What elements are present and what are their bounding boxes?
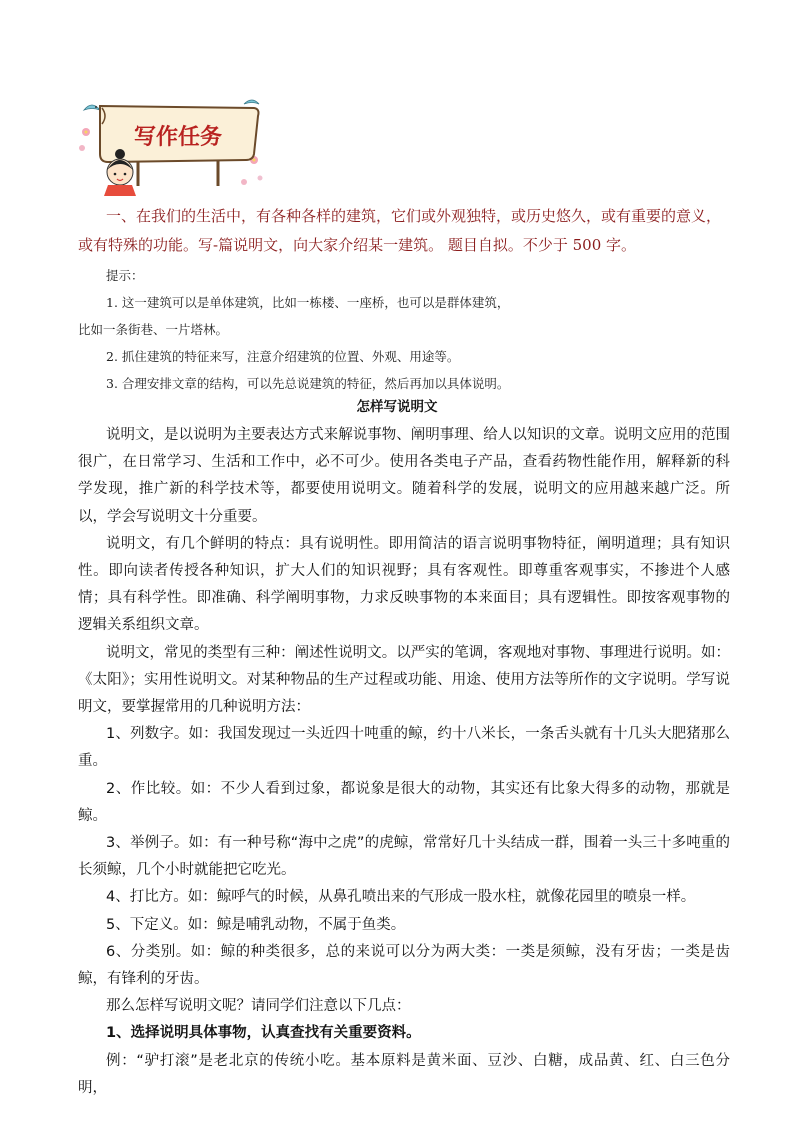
bird-icon [84, 105, 100, 110]
task-line-1: 一、在我们的生活中，有各种各样的建筑，它们或外观独特，或历史悠久，或有重要的意义， [106, 207, 722, 225]
bird-icon [244, 100, 259, 104]
task-line-2: 或有特殊的功能。写-篇说明文，向大家介绍某一建筑。 题目自拟。不少于 500 字。 [78, 236, 637, 254]
paragraph: 例：“驴打滚”是老北京的传统小吃。基本原料是黄米面、豆沙、白糖，成品黄、红、白三色分明， [78, 1052, 730, 1096]
list-item: 2、作比较。如：不少人看到过象，都说象是很大的动物，其实还有比象大得多的动物，那就是鲸。 [78, 780, 730, 824]
hint-item-2: 2. 抓住建筑的特征来写，注意介绍建筑的位置、外观、用途等。 [106, 349, 460, 364]
banner-title: 写作任务 [133, 124, 223, 150]
hints [78, 262, 728, 397]
list-item: 4、打比方。如：鲸呼气的时候，从鼻孔喷出来的气形成一股水柱，就像花园里的喷泉一样。 [106, 889, 696, 906]
paragraph: 说明文，常见的类型有三种：阐述性说明文。以严实的笔调，客观地对事物、事理进行说明。如：《太阳》；实用性说明文。对某种物品的生产过程或功能、用途、使用方法等所作的文字说明。学写说明文，要掌握常用的几种说明方法： [78, 644, 730, 716]
list-item: 3、举例子。如：有一种号称“海中之虎”的虎鲸，常常好几十头结成一群，围着一头三十多吨重的长须鲸，几个小时就能把它吃光。 [78, 835, 730, 879]
hint-item-1b: 比如一条街巷、一片塔林。 [78, 322, 229, 337]
writing-task [78, 202, 728, 260]
list-item: 1、列数字。如：我国发现过一头近四十吨重的鲸，约十八米长，一条舌头就有十几头大肥猪那么重。 [78, 726, 730, 770]
paragraph: 说明文，有几个鲜明的特点：具有说明性。即用简洁的语言说明事物特征，阐明道理；具有知识性。即向读者传授各种知识，扩大人们的知识视野；具有客观性。即尊重客观事实，不掺进个人感情；具有科学性。即准确、科学阐明事物，力求反映事物的本来面目；具有逻辑性。即按客观事物的逻辑关系组织文章。 [78, 535, 730, 634]
section-title: 怎样写说明文 [356, 399, 438, 415]
flower-icon [79, 128, 90, 151]
article-body [78, 422, 730, 1102]
hint-item-3: 3. 合理安排文章的结构，可以先总说建筑的特征，然后再加以具体说明。 [106, 376, 510, 391]
writing-task-banner [78, 96, 268, 196]
hint-item-1a: 1. 这一建筑可以是单体建筑，比如一栋楼、一座桥，也可以是群体建筑， [106, 295, 510, 310]
paragraph: 说明文，是以说明为主要表达方式来解说事物、阐明事理、给人以知识的文章。说明文应用的范围很广，在日常学习、生活和工作中，必不可少。使用各类电子产品，查看药物性能作用，解释新的科学发现，推广新的科学技术等，都要使用说明文。随着科学的发展，说明文的应用越来越广泛。所以，学会写说明文十分重要。 [78, 427, 730, 525]
list-item: 5、下定义。如：鲸是哺乳动物，不属于鱼类。 [106, 916, 406, 933]
list-item: 6、分类别。如：鲸的种类很多，总的来说可以分为两大类：一类是须鲸，没有牙齿；一类是齿鲸，有锋利的牙齿。 [78, 943, 730, 988]
paragraph: 那么怎样写说明文呢？请同学们注意以下几点： [106, 998, 411, 1015]
bold-point: 1、选择说明具体事物，认真查找有关重要资料。 [106, 1025, 421, 1042]
hint-label: 提示： [106, 268, 144, 283]
